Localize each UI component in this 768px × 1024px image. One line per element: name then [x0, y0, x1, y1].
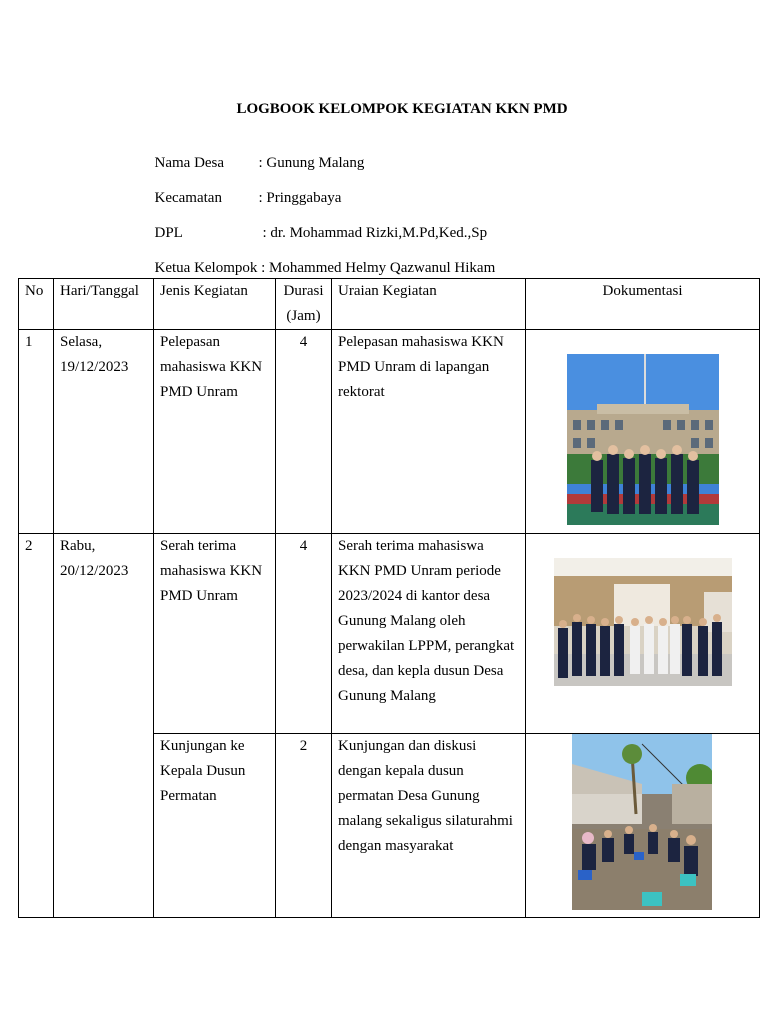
cell-date: Rabu, 20/12/2023 — [54, 534, 154, 918]
field-value: : Gunung Malang — [258, 155, 365, 171]
cell-activity: Kunjungan ke Kepala Dusun Permatan — [154, 734, 276, 918]
table-header-row — [19, 279, 760, 330]
field-value: : Pringgabaya — [258, 190, 342, 206]
cell-date: Selasa, 19/12/2023 — [54, 330, 154, 534]
field-label: DPL — [154, 225, 183, 241]
field-dpl — [147, 208, 487, 242]
field-value: : dr. Mohammad Rizki,M.Pd,Ked.,Sp — [262, 225, 488, 241]
field-nama-desa — [147, 138, 364, 172]
header-documentation: Dokumentasi — [526, 279, 760, 330]
field-label: Kecamatan — [154, 190, 222, 206]
cell-description: Pelepasan mahasiswa KKN PMD Unram di lapangan rektorat — [332, 330, 526, 534]
cell-duration: 4 — [276, 330, 332, 534]
cell-documentation — [526, 330, 760, 534]
field-label: Nama Desa — [154, 155, 225, 171]
header-description: Uraian Kegiatan — [332, 279, 526, 330]
cell-description: Kunjungan dan diskusi dengan kepala dusun permatan Desa Gunung malang sekaligus silaturahmi dengan masyarakat — [332, 734, 526, 918]
table-row — [19, 534, 760, 734]
cell-activity: Serah terima mahasiswa KKN PMD Unram — [154, 534, 276, 734]
logbook-table — [18, 278, 760, 918]
cell-documentation — [526, 534, 760, 734]
document-title: LOGBOOK KELOMPOK KEGIATAN KKN PMD — [236, 101, 568, 117]
field-label: Ketua Kelompok — [154, 260, 258, 276]
group-photo-campus — [567, 354, 719, 525]
cell-no: 1 — [19, 330, 54, 534]
cell-duration: 4 — [276, 534, 332, 734]
cell-documentation — [526, 734, 760, 918]
cell-no: 2 — [19, 534, 54, 918]
field-value: : Mohammed Helmy Qazwanul Hikam — [261, 260, 496, 276]
cell-duration: 2 — [276, 734, 332, 918]
field-kecamatan — [147, 173, 341, 207]
header-date: Hari/Tanggal — [54, 279, 154, 330]
header-activity: Jenis Kegiatan — [154, 279, 276, 330]
table-row — [19, 330, 760, 534]
group-photo-outdoor — [572, 734, 712, 910]
cell-activity: Pelepasan mahasiswa KKN PMD Unram — [154, 330, 276, 534]
header-no: No — [19, 279, 54, 330]
header-duration: Durasi (Jam) — [276, 279, 332, 330]
field-ketua-kelompok — [147, 243, 495, 277]
cell-description: Serah terima mahasiswa KKN PMD Unram periode 2023/2024 di kantor desa Gunung Malang oleh perwakilan LPPM, perangkat desa, dan kepla dusun Desa Gunung Malang — [332, 534, 526, 734]
group-photo-office — [554, 558, 732, 686]
